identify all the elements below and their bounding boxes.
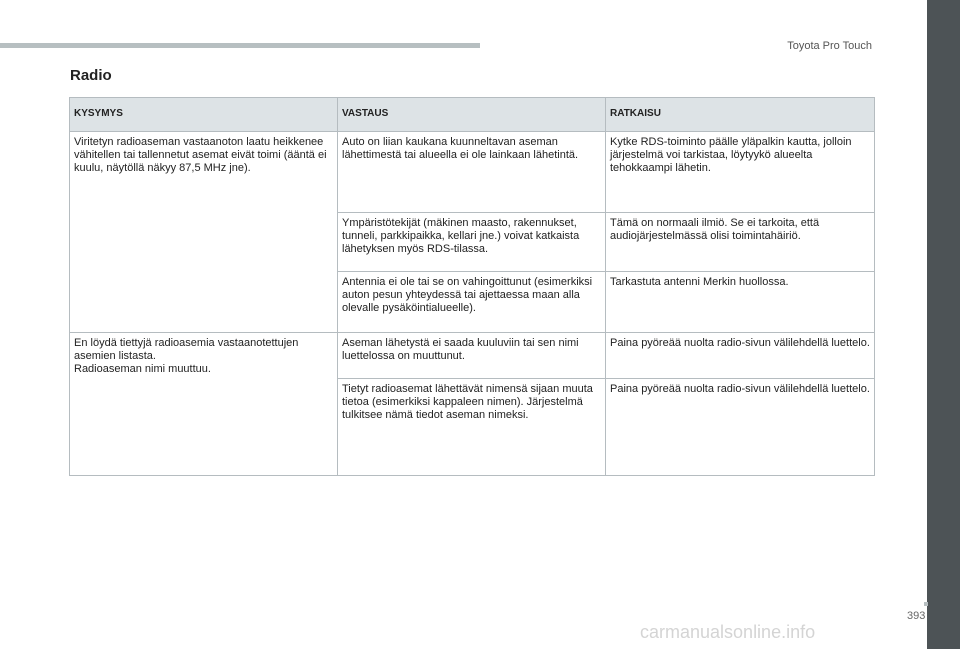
table-header-row (70, 98, 875, 132)
watermark: carmanualsonline.info (640, 622, 816, 642)
answer-cell: Ympäristötekijät (mäkinen maasto, rakennukset, tunneli, parkkipaikka, kellari jne.) voivat katkaista lähetyksen myös RDS-tilassa. (338, 213, 606, 272)
column-header-question: KYSYMYS (70, 98, 338, 132)
question-cell: Viritetyn radioaseman vastaanoton laatu heikkenee vähitellen tai tallennetut asemat eivät toimi (ääntä ei kuulu, näytöllä näkyy 87,5 MHz jne). (70, 132, 338, 333)
header-bar (0, 43, 480, 48)
troubleshooting-table (69, 97, 875, 476)
question-cell: En löydä tiettyjä radioasemia vastaanotettujen asemien listasta. Radioaseman nimi muuttuu. (70, 333, 338, 476)
side-strip (927, 0, 960, 649)
page-marker-dot (924, 602, 928, 606)
solution-cell: Paina pyöreää nuolta radio-sivun välilehdellä luettelo. (606, 379, 875, 476)
page-number: 393 (907, 610, 926, 622)
table-row (70, 132, 875, 213)
answer-cell: Antennia ei ole tai se on vahingoittunut (esimerkiksi auton pesun yhteydessä tai ajettaessa maan alla olevalle pysäköintialueelle). (338, 272, 606, 333)
solution-cell: Paina pyöreää nuolta radio-sivun välilehdellä luettelo. (606, 333, 875, 379)
answer-cell: Auto on liian kaukana kuunneltavan aseman lähettimestä tai alueella ei ole lainkaan lähetintä. (338, 132, 606, 213)
column-header-solution: RATKAISU (606, 98, 875, 132)
table-row (70, 333, 875, 379)
solution-cell: Tämä on normaali ilmiö. Se ei tarkoita, että audiojärjestelmässä olisi toimintahäiriö. (606, 213, 875, 272)
header-title: Toyota Pro Touch (787, 40, 872, 52)
answer-cell: Tietyt radioasemat lähettävät nimensä sijaan muuta tietoa (esimerkiksi kappaleen nimen). Järjestelmä tulkitsee nämä tiedot aseman nimeksi. (338, 379, 606, 476)
section-title: Radio (70, 67, 112, 84)
answer-cell: Aseman lähetystä ei saada kuuluviin tai sen nimi luettelossa on muuttunut. (338, 333, 606, 379)
solution-cell: Tarkastuta antenni Merkin huollossa. (606, 272, 875, 333)
column-header-answer: VASTAUS (338, 98, 606, 132)
solution-cell: Kytke RDS-toiminto päälle yläpalkin kautta, jolloin järjestelmä voi tarkistaa, löytyykö alueelta tehokkaampi lähetin. (606, 132, 875, 213)
